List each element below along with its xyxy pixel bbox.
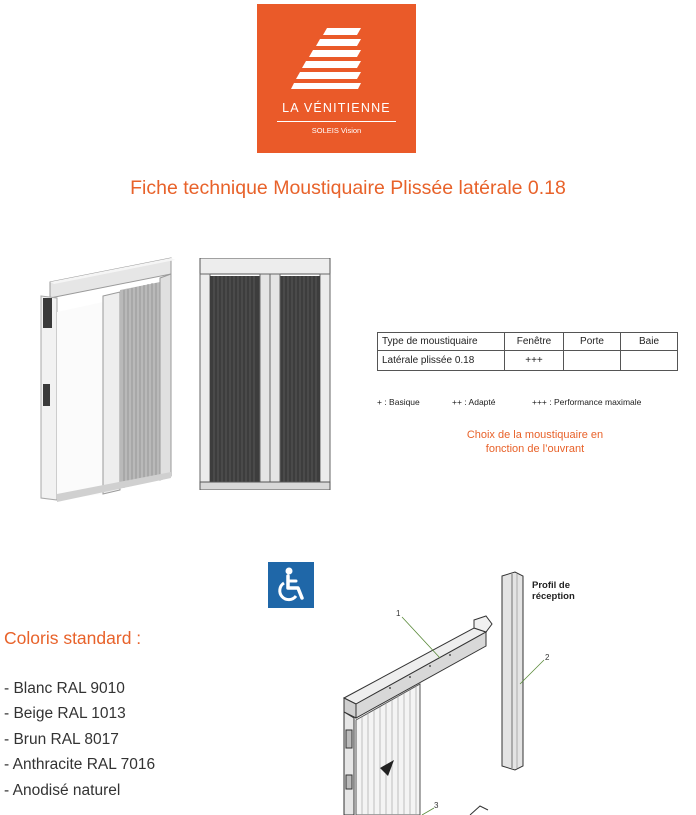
table-header-porte: Porte — [564, 333, 621, 351]
wheelchair-icon — [268, 562, 314, 608]
product-table — [377, 332, 678, 371]
table-cell-type: Latérale plissée 0.18 — [378, 351, 505, 371]
legend-max: +++ : Performance maximale — [532, 397, 642, 407]
logo-brand-name: LA VÉNITIENNE — [282, 101, 391, 115]
table-row — [378, 351, 678, 371]
technical-drawing — [330, 570, 570, 815]
table-header-fenetre: Fenêtre — [505, 333, 564, 351]
brand-logo — [257, 4, 416, 153]
callout-2: 2 — [545, 653, 550, 662]
logo-divider — [277, 121, 396, 122]
color-item: - Beige RAL 1013 — [4, 705, 126, 722]
profile-label-line1: Profil de — [532, 580, 571, 591]
profile-label-line2: réception — [532, 591, 575, 602]
callout-3: 3 — [434, 801, 439, 810]
colors-title: Coloris standard : — [4, 628, 142, 648]
table-cell-baie — [621, 351, 678, 371]
page-title: Fiche technique Moustiquaire Plissée latérale 0.18 — [130, 177, 566, 199]
choice-note-line1: Choix de la moustiquaire en — [466, 429, 604, 441]
product-photo-white-frame — [25, 252, 175, 504]
legend-basic: + : Basique — [377, 397, 420, 407]
product-photo-dark-mesh — [198, 258, 332, 490]
color-item: - Blanc RAL 9010 — [4, 680, 125, 697]
callout-1: 1 — [396, 609, 401, 618]
rating-legend — [377, 397, 641, 407]
legend-adapted: ++ : Adapté — [452, 397, 496, 407]
table-header-baie: Baie — [621, 333, 678, 351]
choice-note-line2: fonction de l’ouvrant — [485, 443, 585, 455]
table-header-row — [378, 333, 678, 351]
color-item: - Anodisé naturel — [4, 782, 121, 799]
logo-subtitle: SOLEIS Vision — [311, 126, 362, 135]
color-item: - Anthracite RAL 7016 — [4, 756, 156, 773]
color-item: - Brun RAL 8017 — [4, 731, 119, 748]
table-header-type: Type de moustiquaire — [378, 333, 505, 351]
table-cell-fenetre: +++ — [505, 351, 564, 371]
table-cell-porte — [564, 351, 621, 371]
choice-note — [440, 428, 630, 456]
venetian-blind-icon — [257, 4, 416, 99]
